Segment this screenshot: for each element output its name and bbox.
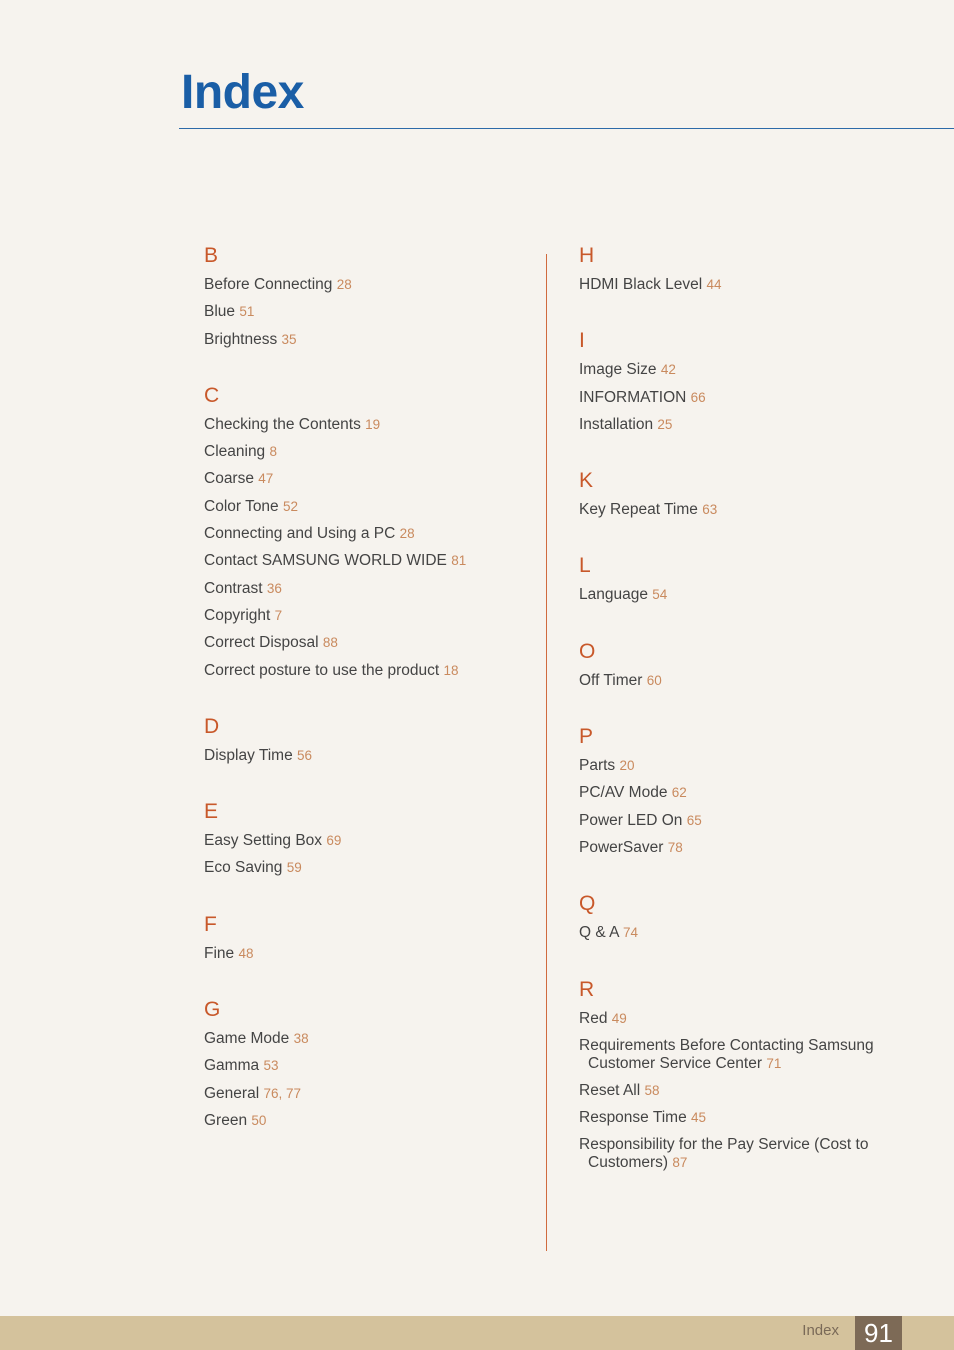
footer-page-number: 91	[855, 1316, 902, 1350]
entry-term: Contact SAMSUNG WORLD WIDE	[204, 552, 447, 570]
entry-page-number[interactable]: 36	[266, 580, 282, 596]
entry-term: Correct Disposal	[204, 634, 319, 652]
index-entry[interactable]	[579, 752, 909, 779]
index-entry[interactable]	[579, 834, 909, 861]
index-entry[interactable]	[579, 1032, 909, 1077]
entry-page-number[interactable]: 69	[326, 833, 342, 849]
entry-page-number[interactable]: 88	[322, 635, 338, 651]
entry-term: Parts	[579, 757, 616, 775]
footer-section-label: Index	[802, 1322, 839, 1339]
entry-page-number[interactable]: 7	[274, 607, 283, 623]
index-section-r	[579, 974, 909, 1177]
entry-term: Green	[204, 1111, 248, 1129]
entry-term: Key Repeat Time	[579, 501, 698, 519]
index-entry[interactable]	[579, 807, 909, 834]
index-entry[interactable]	[204, 1080, 524, 1107]
entry-page-number[interactable]: 44	[706, 277, 722, 292]
entry-page-number[interactable]: 56	[297, 747, 313, 763]
entry-term: Gamma	[204, 1057, 260, 1075]
index-entry[interactable]	[204, 298, 524, 325]
index-entry[interactable]	[204, 271, 524, 298]
entry-term: Reset All	[579, 1081, 641, 1099]
entry-page-number[interactable]: 38	[293, 1031, 309, 1047]
section-letter: C	[204, 383, 220, 407]
entry-term: Image Size	[579, 361, 657, 379]
index-entry[interactable]	[579, 384, 909, 411]
entry-term: Connecting and Using a PC	[204, 525, 396, 543]
entry-page-number[interactable]: 76, 77	[263, 1085, 302, 1101]
entry-term: General	[204, 1084, 260, 1102]
entry-page-number[interactable]: 20	[619, 758, 635, 774]
entry-term: Brightness	[204, 330, 278, 348]
section-letter: I	[579, 329, 585, 353]
entry-page-number[interactable]: 59	[286, 860, 302, 876]
index-entry[interactable]	[579, 919, 909, 946]
entry-term: Power LED On	[579, 811, 683, 829]
entry-page-number[interactable]: 52	[283, 498, 299, 514]
index-entry[interactable]	[204, 854, 524, 881]
entry-term: PowerSaver	[579, 838, 664, 856]
entry-page-number[interactable]: 49	[611, 1010, 627, 1026]
index-section-d	[204, 711, 524, 769]
index-entry[interactable]	[579, 271, 909, 298]
entry-term: Q & A	[579, 924, 619, 942]
entry-page-number[interactable]: 60	[646, 672, 662, 688]
index-entry[interactable]	[579, 581, 909, 608]
entry-term: Fine	[204, 944, 235, 962]
entry-page-number[interactable]: 35	[281, 331, 297, 347]
entry-page-number[interactable]: 74	[622, 925, 638, 941]
entry-term: Correct posture to use the product	[204, 661, 440, 679]
entry-page-number[interactable]: 65	[686, 812, 702, 828]
index-entry[interactable]	[579, 667, 909, 694]
entry-page-number[interactable]: 8	[269, 444, 278, 460]
entry-page-number[interactable]: 28	[336, 277, 352, 292]
page-title: Index	[181, 66, 304, 119]
entry-page-number[interactable]: 19	[365, 416, 381, 432]
entry-term: Off Timer	[579, 671, 643, 689]
entry-term: INFORMATION	[579, 388, 687, 406]
index-section-c	[204, 380, 524, 684]
index-entry[interactable]	[579, 1131, 909, 1176]
entry-term: Color Tone	[204, 497, 279, 515]
section-letter: K	[579, 469, 594, 493]
section-letter: F	[204, 912, 217, 936]
section-letter: O	[579, 639, 596, 663]
index-section-h	[579, 240, 909, 298]
index-entry[interactable]	[204, 629, 524, 656]
index-entry[interactable]	[579, 779, 909, 806]
index-entry[interactable]	[204, 520, 524, 547]
index-entry[interactable]	[204, 827, 524, 854]
section-letter: G	[204, 998, 221, 1022]
index-section-f	[204, 909, 524, 967]
index-entry[interactable]	[579, 1077, 909, 1104]
section-letter: Q	[579, 892, 596, 916]
index-section-l	[579, 550, 909, 608]
index-entry[interactable]	[204, 326, 524, 353]
entry-page-number[interactable]: 18	[443, 662, 459, 678]
index-entry[interactable]	[204, 575, 524, 602]
index-section-e	[204, 796, 524, 882]
entry-term: Easy Setting Box	[204, 832, 323, 850]
entry-term: Requirements Before Contacting Samsung Customer Service Center	[579, 1036, 874, 1072]
entry-term: Response Time	[579, 1109, 687, 1127]
index-entry[interactable]	[204, 602, 524, 629]
entry-term: Copyright	[204, 606, 271, 624]
entry-term: Game Mode	[204, 1030, 290, 1048]
entry-page-number[interactable]: 25	[657, 416, 673, 432]
entry-term: HDMI Black Level	[579, 276, 703, 293]
entry-term: Cleaning	[204, 443, 266, 461]
entry-page-number[interactable]: 51	[239, 304, 255, 320]
index-section-o	[579, 636, 909, 694]
index-entry[interactable]	[579, 411, 909, 438]
entry-page-number[interactable]: 78	[667, 839, 683, 855]
entry-term: Coarse	[204, 470, 254, 488]
entry-page-number[interactable]: 63	[702, 502, 718, 518]
index-entry[interactable]	[204, 1107, 524, 1134]
index-column-left	[204, 240, 524, 1161]
index-entry[interactable]	[579, 496, 909, 523]
index-entry[interactable]	[204, 1052, 524, 1079]
index-section-i	[579, 325, 909, 438]
index-entry[interactable]	[204, 940, 524, 967]
column-divider	[546, 254, 547, 1251]
entry-term: Eco Saving	[204, 859, 283, 877]
index-column-right	[579, 240, 909, 1203]
title-underline	[179, 128, 954, 129]
entry-term: Blue	[204, 303, 236, 321]
entry-page-number[interactable]: 81	[451, 553, 467, 569]
index-entry[interactable]	[204, 493, 524, 520]
entry-page-number[interactable]: 28	[399, 526, 415, 542]
index-entry[interactable]	[204, 657, 524, 684]
entry-page-number[interactable]: 53	[263, 1058, 279, 1074]
index-entry[interactable]	[579, 1005, 909, 1032]
entry-page-number[interactable]: 62	[671, 785, 687, 801]
index-section-g	[204, 994, 524, 1134]
entry-term: Contrast	[204, 579, 263, 597]
entry-term: Display Time	[204, 746, 293, 764]
entry-page-number[interactable]: 71	[766, 1055, 782, 1071]
section-letter: R	[579, 977, 595, 1001]
entry-term: Before Connecting	[204, 276, 333, 293]
index-entry[interactable]	[579, 1104, 909, 1131]
entry-page-number[interactable]: 54	[652, 587, 668, 603]
entry-page-number[interactable]: 50	[251, 1112, 267, 1128]
entry-page-number[interactable]: 42	[660, 362, 676, 378]
index-entry[interactable]	[204, 1025, 524, 1052]
section-letter: B	[204, 244, 219, 267]
index-entry[interactable]	[204, 438, 524, 465]
section-letter: D	[204, 714, 220, 738]
entry-page-number[interactable]: 47	[258, 471, 274, 487]
index-entry[interactable]	[579, 356, 909, 383]
entry-page-number[interactable]: 45	[691, 1110, 707, 1126]
entry-page-number[interactable]: 66	[690, 389, 706, 405]
index-entry[interactable]	[204, 411, 524, 438]
entry-term: Installation	[579, 415, 654, 433]
index-section-k	[579, 465, 909, 523]
index-entry[interactable]	[204, 547, 524, 574]
section-letter: L	[579, 554, 591, 578]
section-letter: E	[204, 800, 219, 824]
entry-term: Responsibility for the Pay Service (Cost to Customers)	[579, 1136, 869, 1172]
entry-term: Red	[579, 1009, 608, 1027]
entry-term: Language	[579, 586, 648, 604]
entry-page-number[interactable]: 87	[672, 1155, 688, 1171]
index-entry[interactable]	[204, 742, 524, 769]
entry-page-number[interactable]: 58	[644, 1082, 660, 1098]
index-entry[interactable]	[204, 465, 524, 492]
section-letter: P	[579, 725, 594, 749]
entry-term: Checking the Contents	[204, 415, 361, 433]
entry-term: PC/AV Mode	[579, 784, 668, 802]
entry-page-number[interactable]: 48	[238, 945, 254, 961]
index-section-b	[204, 240, 524, 353]
section-letter: H	[579, 244, 595, 267]
index-section-q	[579, 888, 909, 946]
index-section-p	[579, 721, 909, 861]
